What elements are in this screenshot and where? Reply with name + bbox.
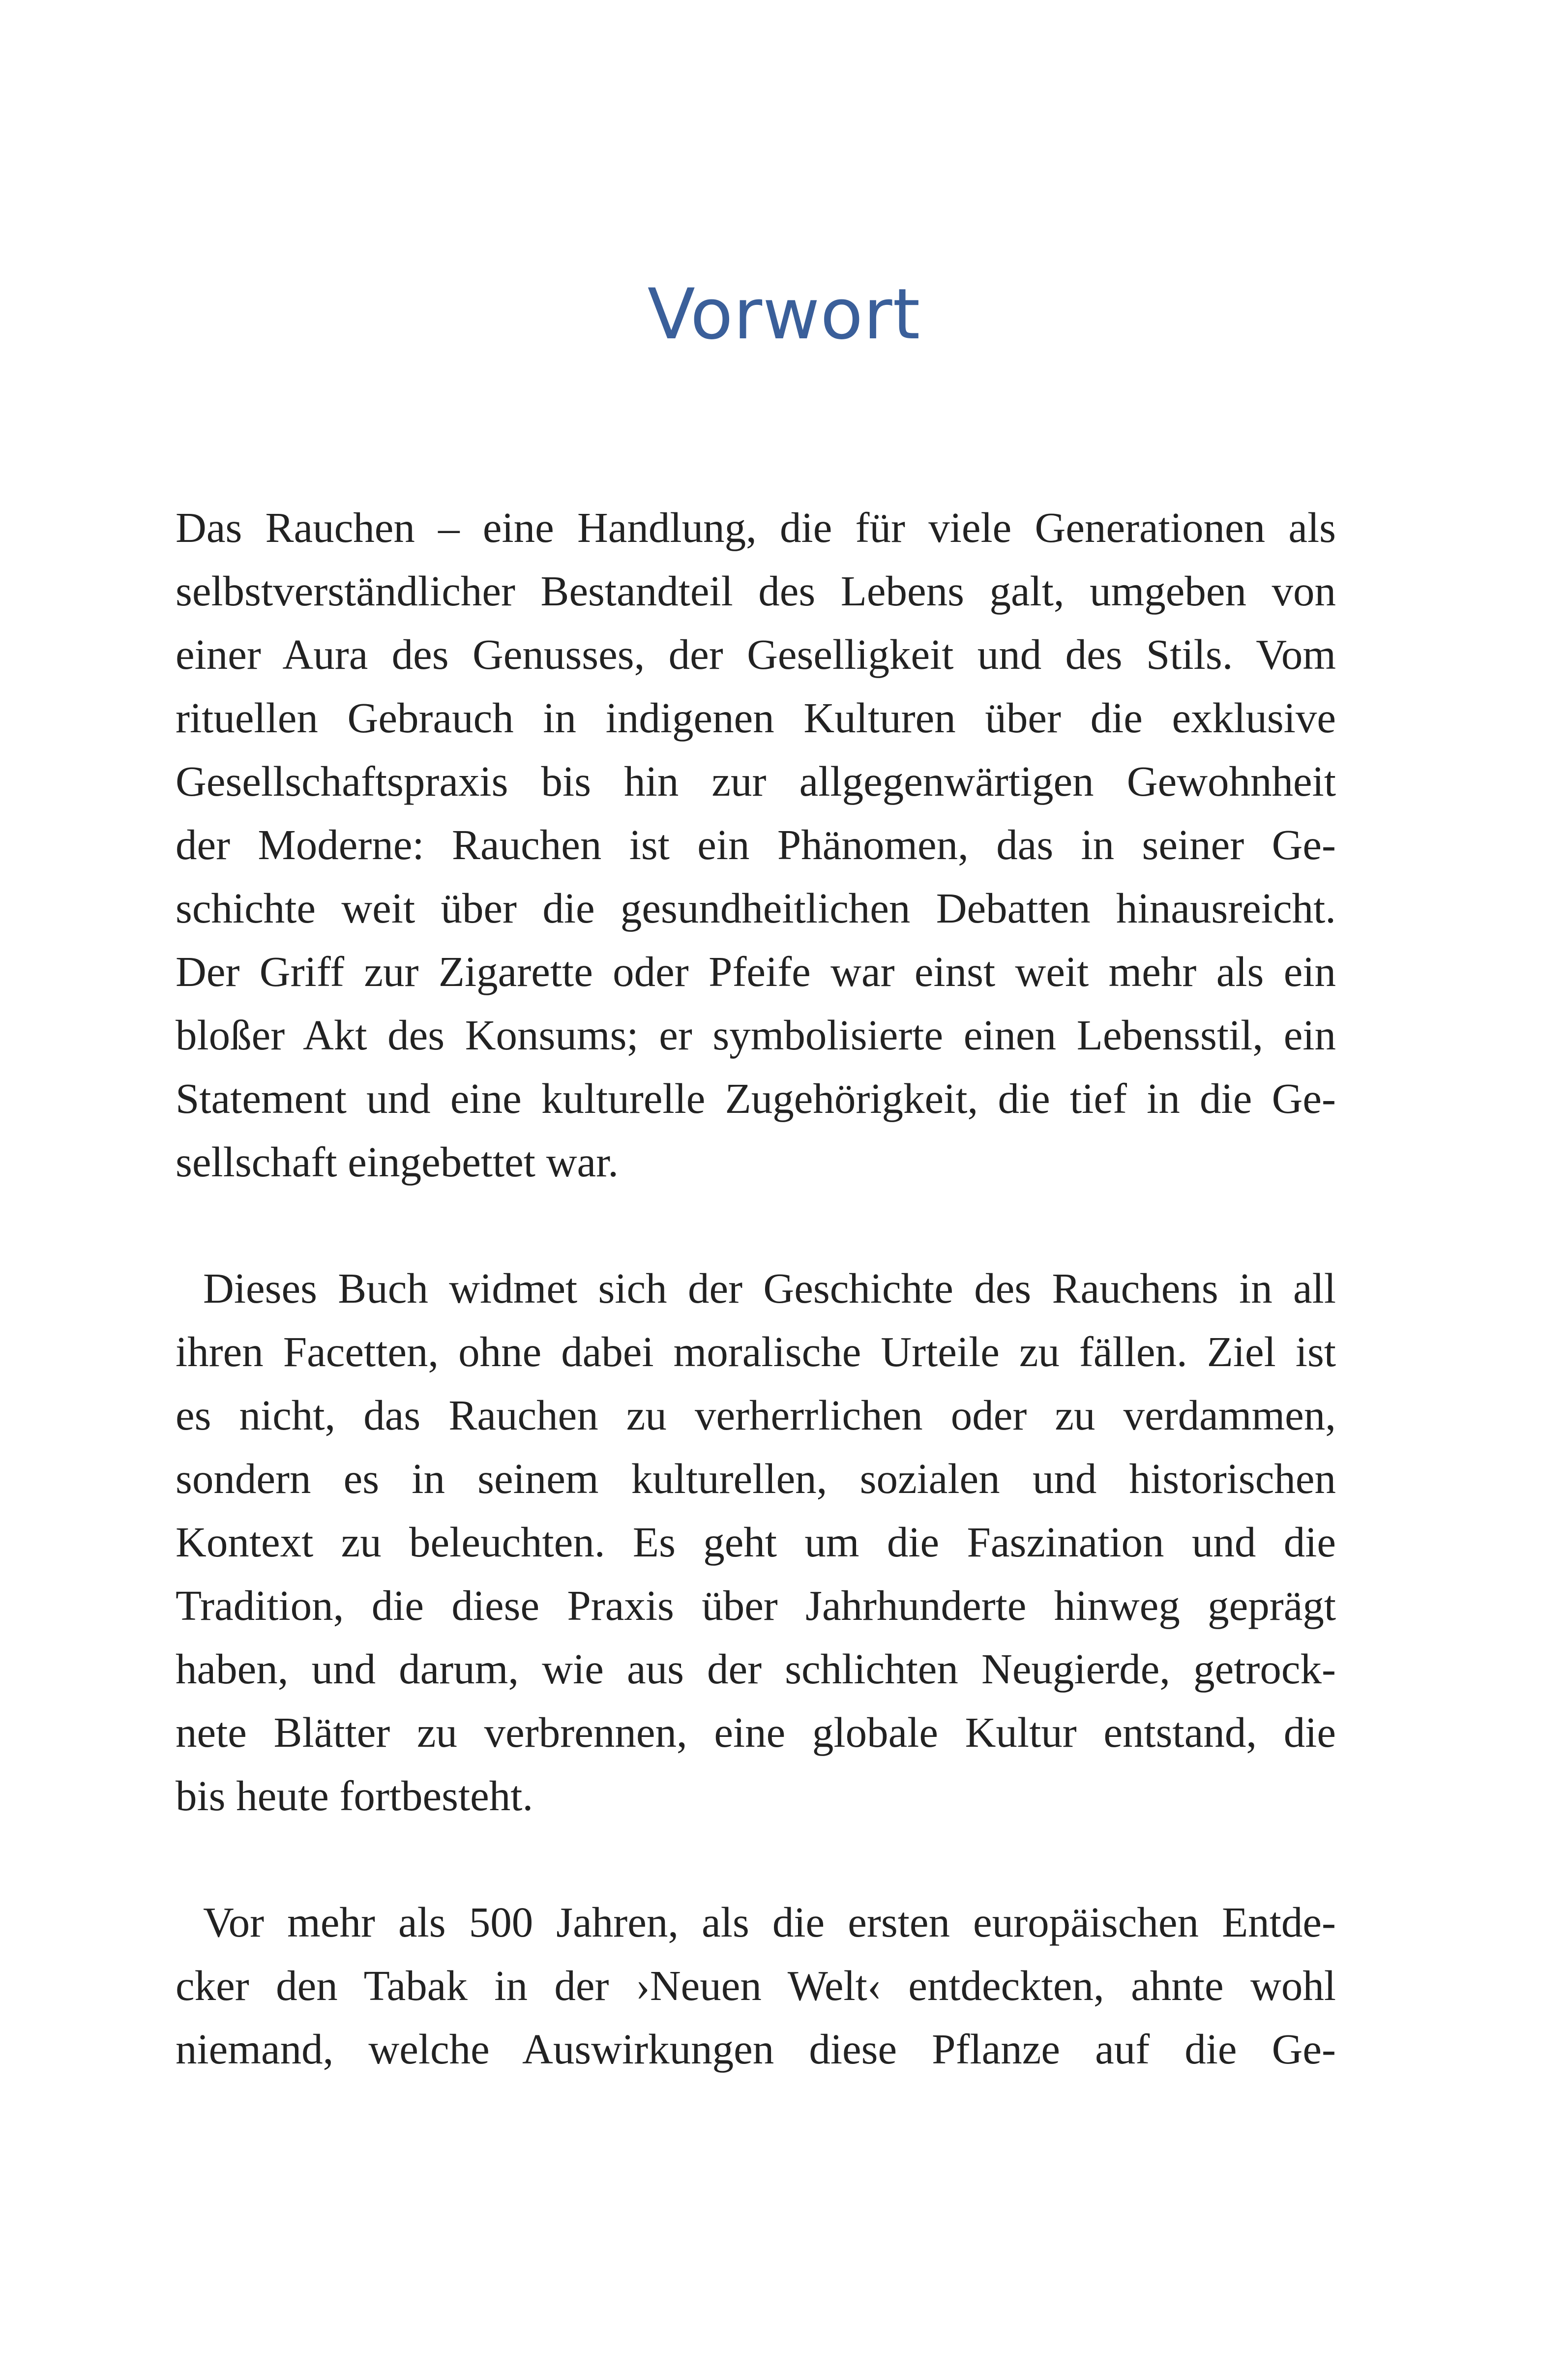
- text-line: nete Blätter zu verbrennen, eine globale Kultur entstand, die: [176, 1708, 1336, 1756]
- text-line: Statement und eine kulturelle Zugehörigkeit, die tief in die Ge-: [176, 1075, 1336, 1122]
- text-line: Vor mehr als 500 Jahren, als die ersten europäischen Entde-: [203, 1898, 1336, 1946]
- text-line: ihren Facetten, ohne dabei moralische Urteile zu fällen. Ziel ist: [176, 1328, 1336, 1375]
- text-line: sellschaft eingebettet war.: [176, 1138, 619, 1186]
- paragraph-2: [176, 1256, 1336, 1827]
- text-line: bis heute fortbesteht.: [176, 1772, 533, 1820]
- text-line: selbstverständlicher Bestandteil des Lebens galt, umgeben von: [176, 567, 1336, 615]
- text-line: sondern es in seinem kulturellen, sozialen und historischen: [176, 1455, 1336, 1502]
- paragraph-3: [176, 1890, 1336, 2081]
- text-line: Gesellschaftspraxis bis hin zur allgegenwärtigen Gewohnheit: [176, 757, 1336, 805]
- chapter-title: Vorwort: [647, 274, 921, 355]
- text-line: der Moderne: Rauchen ist ein Phänomen, das in seiner Ge-: [176, 821, 1336, 868]
- text-line: Kontext zu beleuchten. Es geht um die Faszination und die: [176, 1518, 1336, 1566]
- text-line: Dieses Buch widmet sich der Geschichte des Rauchens in all: [203, 1264, 1336, 1312]
- text-line: einer Aura des Genusses, der Geselligkeit und des Stils. Vom: [176, 630, 1336, 678]
- text-line: rituellen Gebrauch in indigenen Kulturen über die exklusive: [176, 694, 1336, 742]
- text-line: es nicht, das Rauchen zu verherrlichen oder zu verdammen,: [176, 1391, 1336, 1439]
- text-line: niemand, welche Auswirkungen diese Pflanze auf die Ge-: [176, 2025, 1336, 2073]
- text-line: schichte weit über die gesundheitlichen Debatten hinausreicht.: [176, 884, 1336, 932]
- text-line: cker den Tabak in der ›Neuen Welt‹ entdeckten, ahnte wohl: [176, 1962, 1336, 2009]
- paragraph-1: [176, 496, 1336, 1194]
- text-line: Das Rauchen – eine Handlung, die für viele Generationen als: [176, 504, 1336, 551]
- text-line: Der Griff zur Zigarette oder Pfeife war einst weit mehr als ein: [176, 948, 1336, 995]
- text-line: Tradition, die diese Praxis über Jahrhunderte hinweg geprägt: [176, 1582, 1336, 1629]
- text-line: bloßer Akt des Konsums; er symbolisierte einen Lebensstil, ein: [176, 1011, 1336, 1059]
- text-line: haben, und darum, wie aus der schlichten Neugierde, getrock-: [176, 1645, 1336, 1693]
